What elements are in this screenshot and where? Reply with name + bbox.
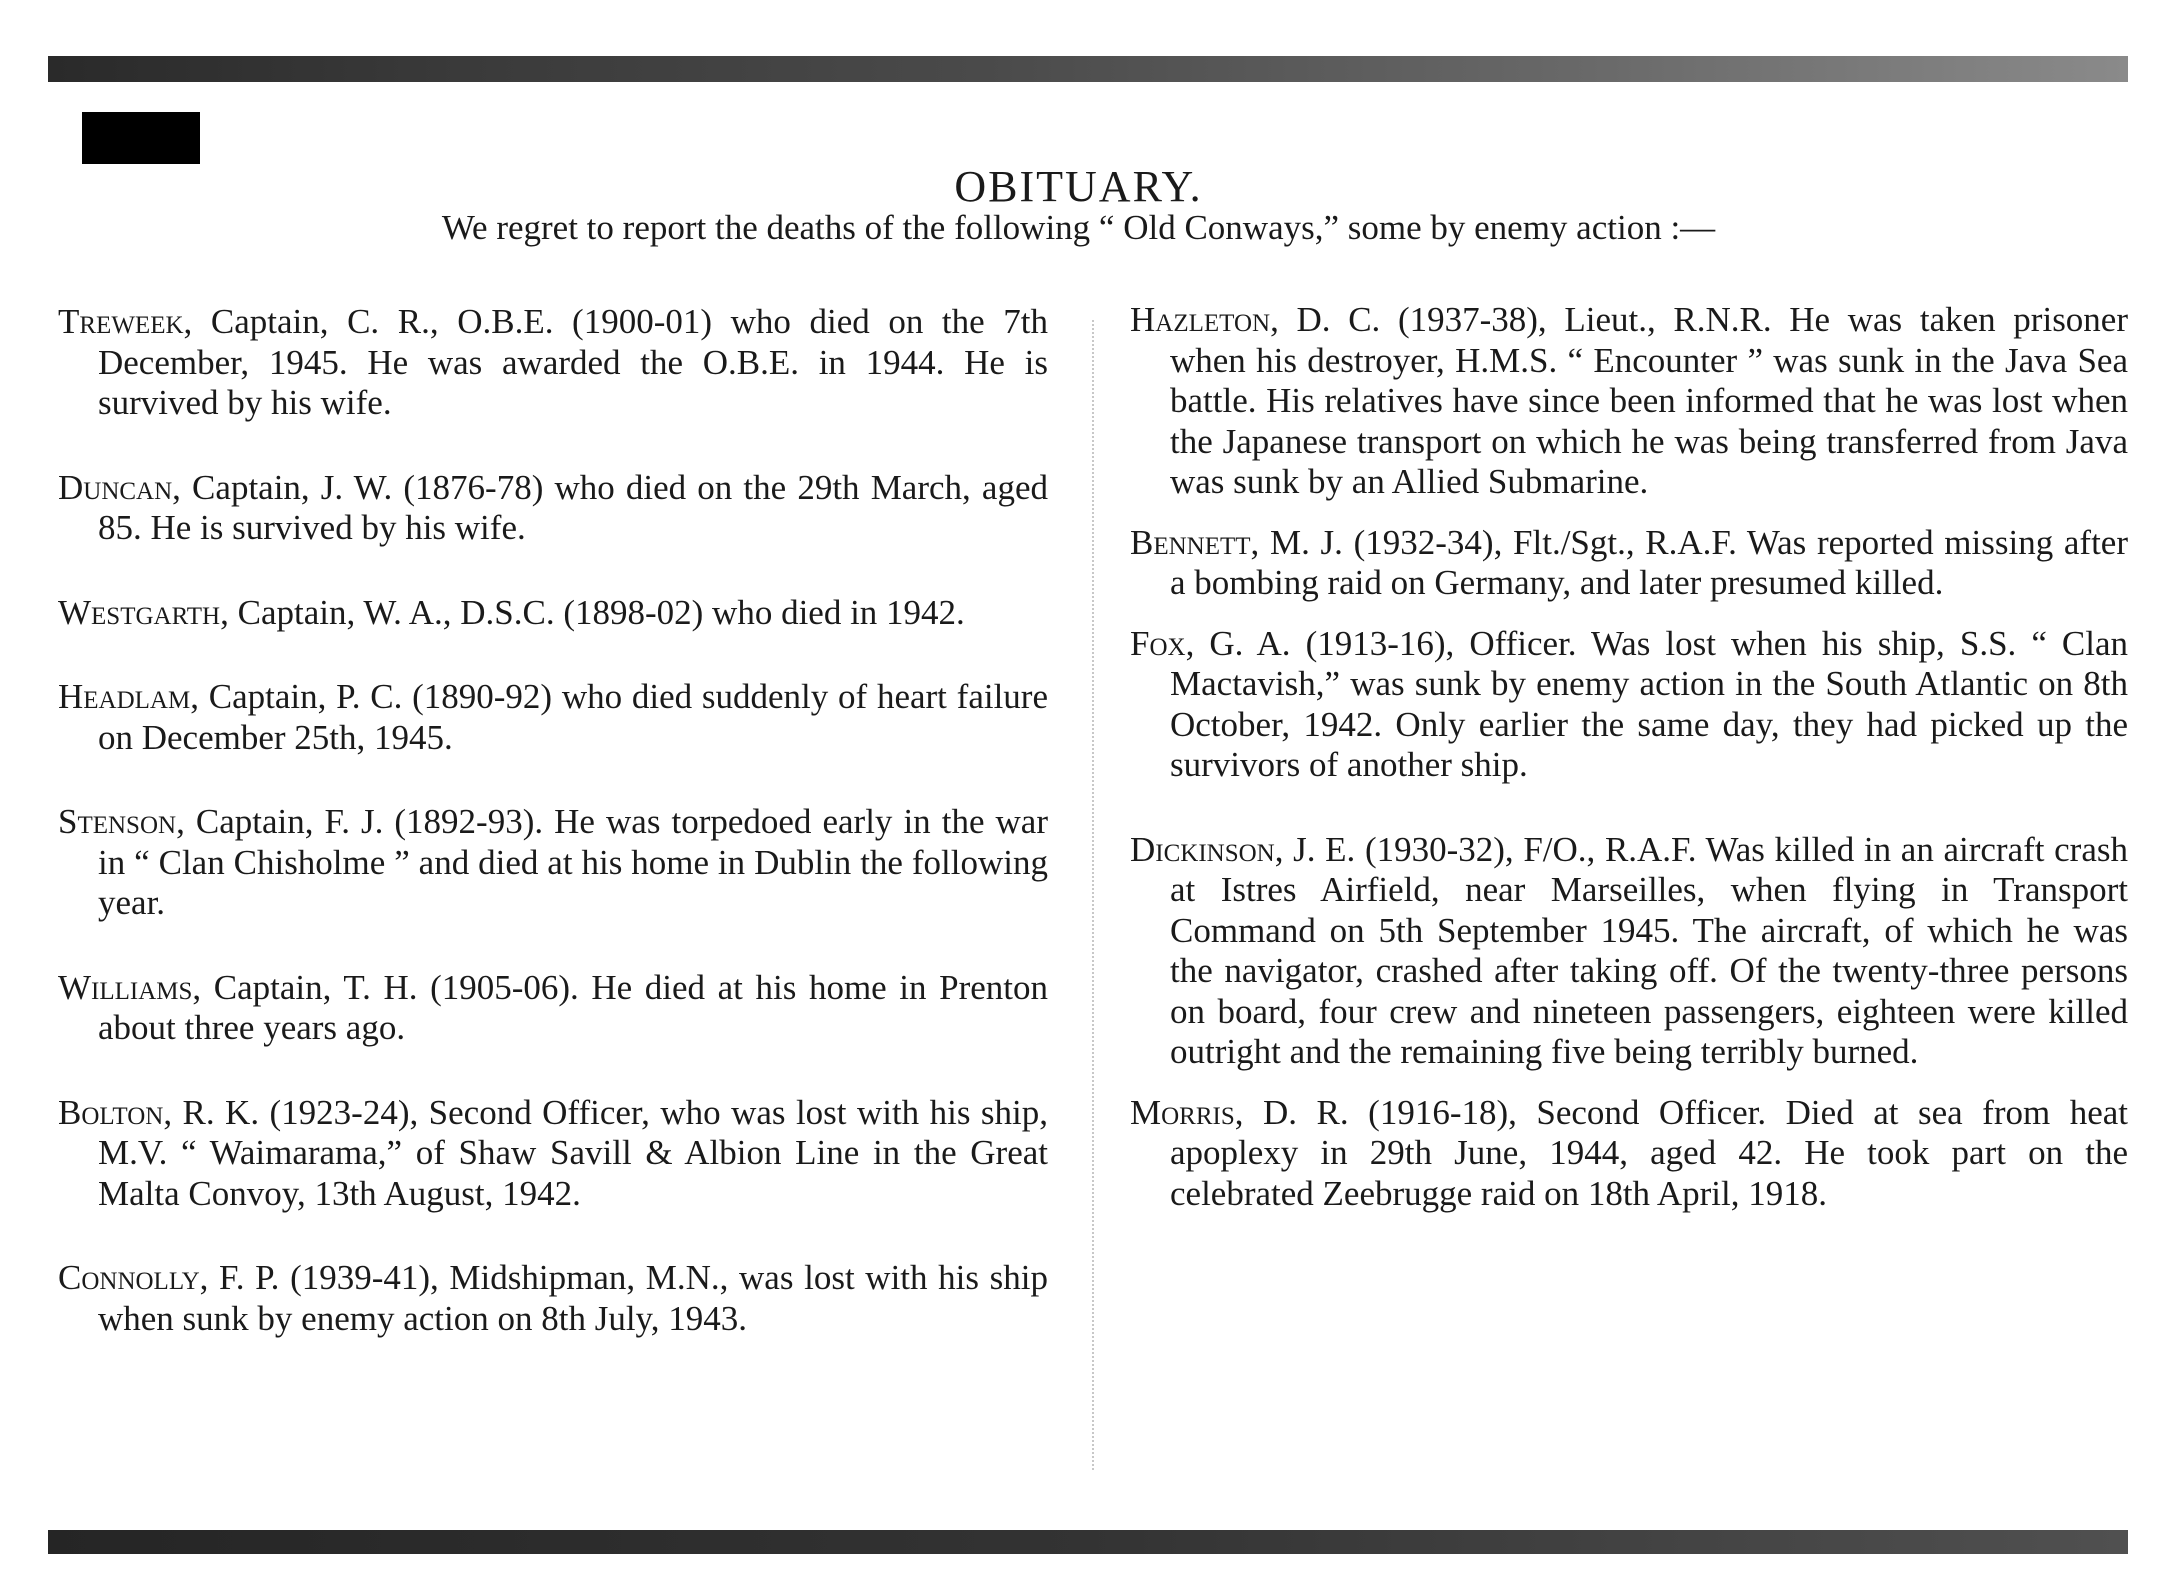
entry-name: Morris [1130, 1092, 1235, 1132]
obituary-entry-morris [1130, 1093, 2128, 1215]
intro-text: We regret to report the deaths of the following “ Old Conways,” some by enemy action :— [441, 208, 1716, 247]
entry-name: Fox [1130, 623, 1186, 663]
entry-name: Westgarth [58, 592, 221, 632]
obituary-entry-duncan [58, 468, 1048, 549]
entry-name: Hazleton [1130, 300, 1271, 339]
obituary-entry-westgarth [58, 593, 1048, 634]
obituary-entry-dickinson [1130, 830, 2128, 1073]
entry-text: , J. E. (1930-32), F/O., R.A.F. Was killed in an aircraft crash at Istres Airfield, near Marseilles, when flying in Transport Command on 5th September 1945. The aircraft, of which he was the navigator, crashed after taking off. Of the twenty-three persons on board, four crew and nineteen passengers, eighteen were killed outright and the remaining five being terribly burned. [1170, 829, 2128, 1071]
entry-name: Connolly [58, 1258, 200, 1297]
entry-text: , G. A. (1913-16), Officer. Was lost when his ship, S.S. “ Clan Mactavish,” was sunk by enemy action in the South Atlantic on 8th October, 1942. Only earlier the same day, they had picked up the survivors of another ship. [1170, 623, 2128, 784]
entry-text: , Captain, T. H. (1905-06). He died at his home in Prenton about three years ago. [98, 967, 1048, 1047]
entry-text: , D. C. (1937-38), Lieut., R.N.R. He was taken prisoner when his destroyer, H.M.S. “ Encounter ” was sunk in the Java Sea battle. His relatives have since been informed that he was lost when the Japanese transport on which he was being transferred from Java was sunk by an Allied Submarine. [1170, 300, 2128, 501]
entry-text: , Captain, P. C. (1890-92) who died suddenly of heart failure on December 25th, 1945. [98, 677, 1048, 757]
page-title: OBITUARY. [954, 162, 1203, 212]
entry-text: , Captain, W. A., D.S.C. (1898-02) who died in 1942. [220, 592, 965, 632]
entry-text: , D. R. (1916-18), Second Officer. Died at sea from heat apoplexy in 29th June, 1944, aged 42. He took part on the celebrated Zeebrugge raid on 18th April, 1918. [1170, 1092, 2128, 1213]
entry-text: , R. K. (1923-24), Second Officer, who was lost with his ship, M.V. “ Waimarama,” of Shaw Savill & Albion Line in the Great Malta Convoy, 13th August, 1942. [98, 1092, 1048, 1213]
obituary-entry-hazleton [1130, 300, 2128, 503]
obituary-entry-bennett [1130, 523, 2128, 604]
entry-name: Williams [58, 967, 193, 1007]
obituary-entry-williams [58, 968, 1048, 1049]
right-column [1130, 300, 2128, 1214]
entry-name: Headlam [58, 677, 191, 716]
entry-text: , Captain, F. J. (1892-93). He was torpedoed early in the war in “ Clan Chisholme ” and died at his home in Dublin the following year. [98, 802, 1048, 922]
bottom-rule [48, 1530, 2128, 1554]
entry-name: Dickinson [1130, 829, 1275, 869]
entry-name: Bennett [1130, 522, 1251, 562]
column-divider [1092, 320, 1094, 1470]
obituary-entry-bolton [58, 1093, 1048, 1215]
redaction-block [82, 112, 200, 164]
left-column [58, 302, 1048, 1339]
entry-name: Treweek [58, 302, 184, 341]
obituary-entry-stenson [58, 802, 1048, 924]
entry-text: , Captain, J. W. (1876-78) who died on the 29th March, aged 85. He is survived by his wife. [98, 467, 1048, 547]
entry-name: Stenson [58, 802, 177, 841]
entry-text: , M. J. (1932-34), Flt./Sgt., R.A.F. Was reported missing after a bombing raid on Germany, and later presumed killed. [1170, 522, 2128, 602]
entry-name: Duncan [58, 467, 173, 507]
obituary-entry-fox [1130, 624, 2128, 786]
top-rule [48, 56, 2128, 82]
obituary-entry-connolly [58, 1258, 1048, 1339]
obituary-entry-headlam [58, 677, 1048, 758]
entry-text: , F. P. (1939-41), Midshipman, M.N., was lost with his ship when sunk by enemy action on 8th July, 1943. [98, 1258, 1048, 1338]
entry-text: , Captain, C. R., O.B.E. (1900-01) who died on the 7th December, 1945. He was awarded the O.B.E. in 1944. He is survived by his wife. [98, 302, 1048, 422]
entry-name: Bolton [58, 1092, 164, 1132]
obituary-entry-treweek [58, 302, 1048, 424]
